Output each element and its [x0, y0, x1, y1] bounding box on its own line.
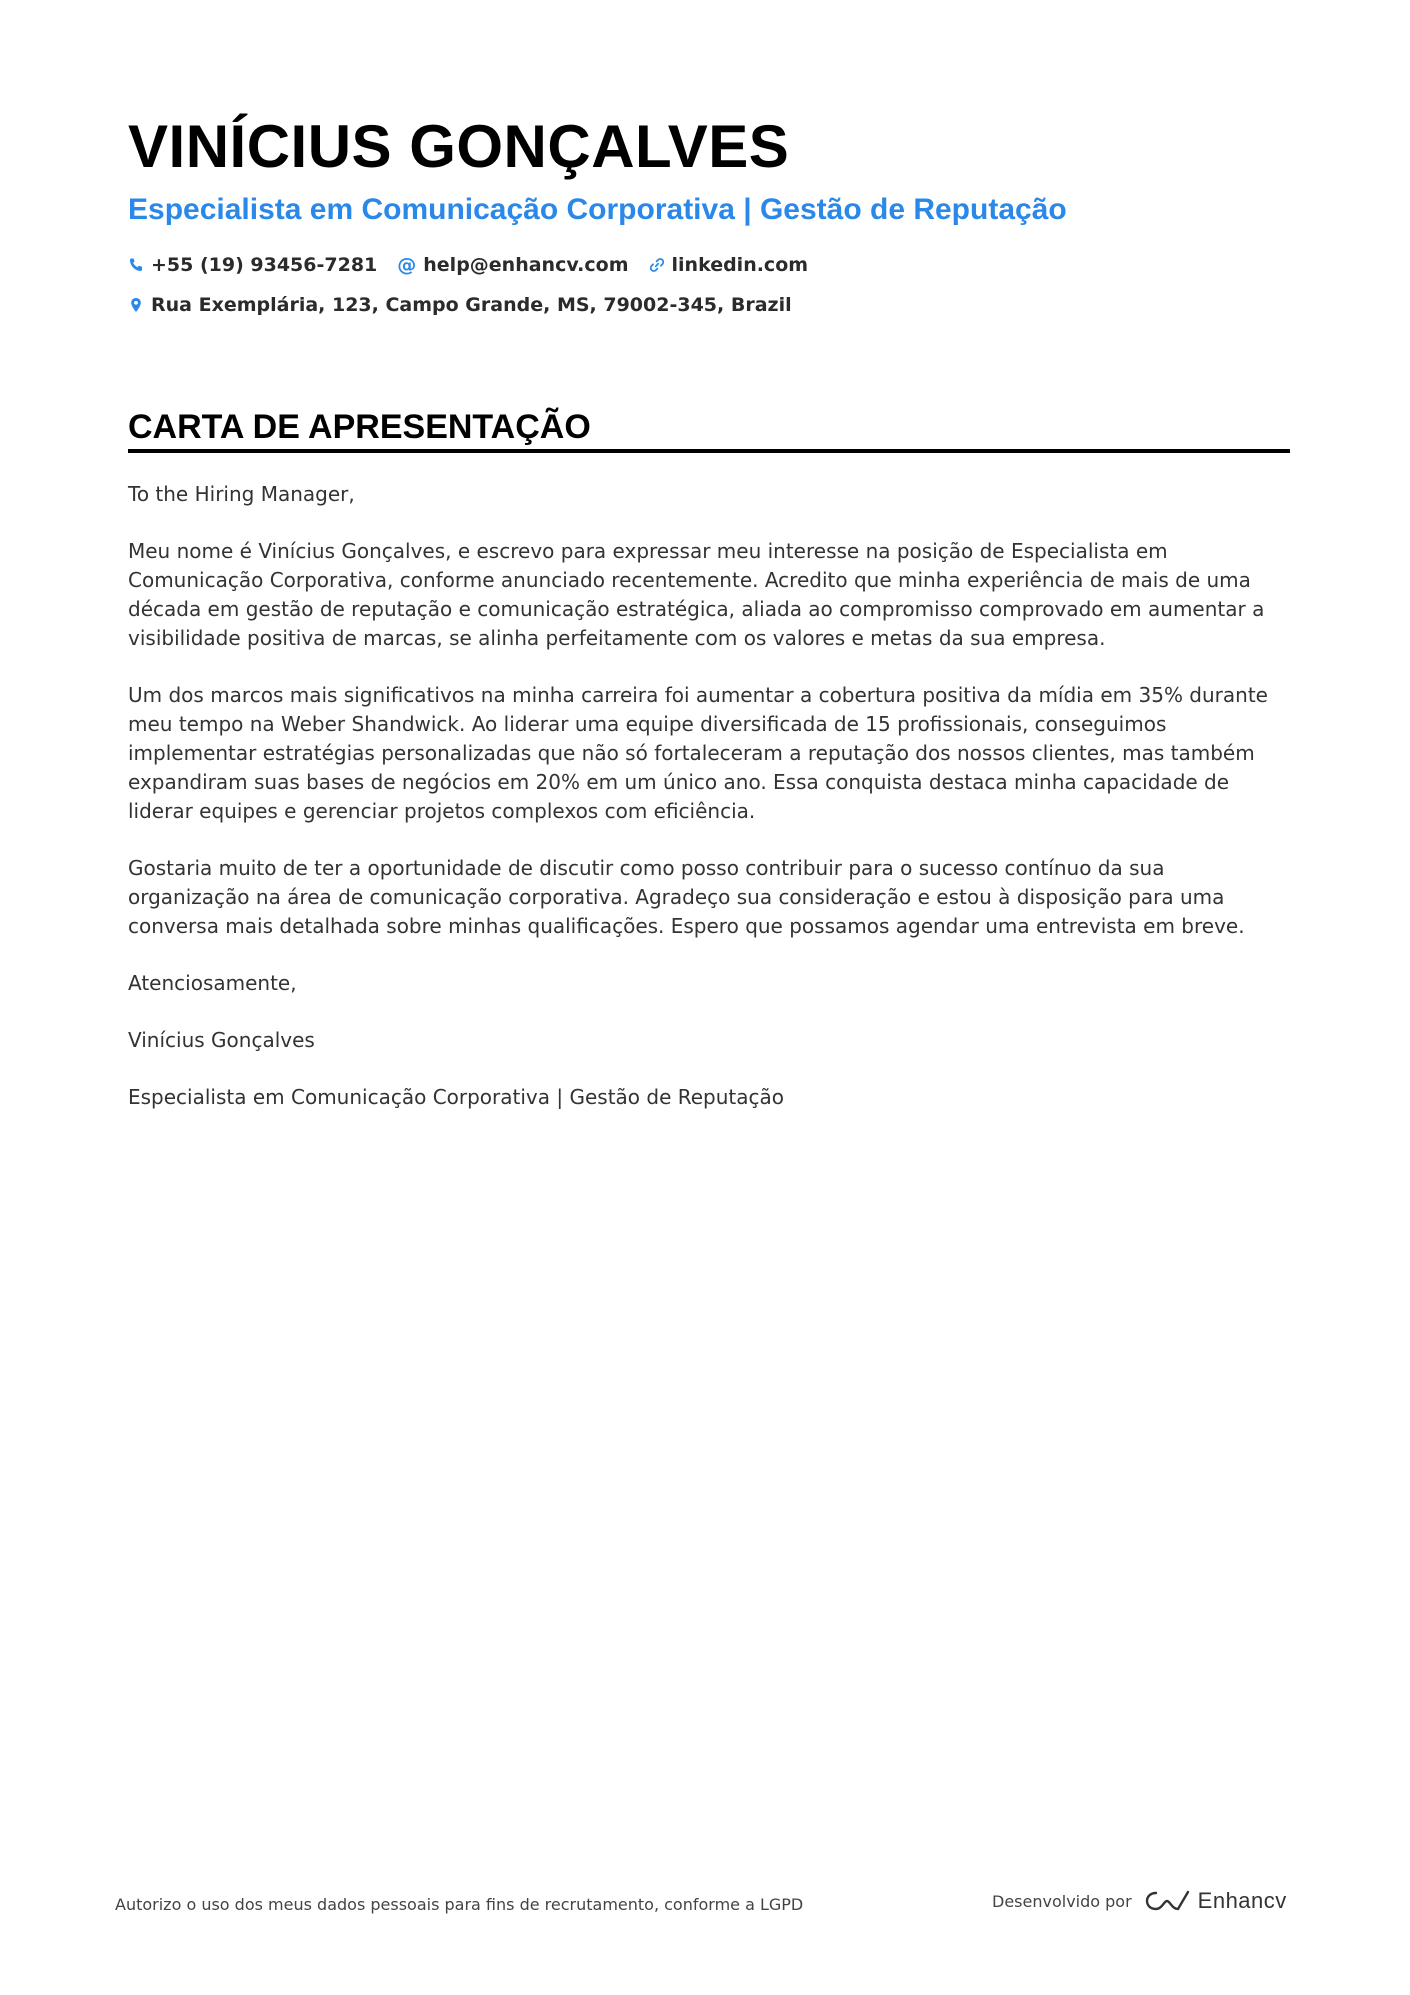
consent-note: Autorizo o uso dos meus dados pessoais para fins de recrutamento, conforme a LGPD: [115, 1895, 804, 1914]
letter-body: [128, 480, 1290, 1140]
letter-paragraph: Gostaria muito de ter a oportunidade de discutir como posso contribuir para o sucesso contínuo da sua organização na área de comunicação corporativa. Agradeço sua consideração e estou à disposição para uma conversa mais detalhada sobre minhas qualificações. Espero que possamos agendar uma entrevista em breve.: [128, 856, 1245, 938]
letter-paragraph: Meu nome é Vinícius Gonçalves, e escrevo para expressar meu interesse na posição de Especialista em Comunicação Corporativa, conforme anunciado recentemente. Acredito que minha experiência de mais de uma década em gestão de reputação e comunicação estratégica, aliada ao compromisso comprovado em aumentar a visibilidade positiva de marcas, se alinha perfeitamente com os valores e metas da sua empresa.: [128, 539, 1265, 650]
address-text: Rua Exemplária, 123, Campo Grande, MS, 79002-345, Brazil: [151, 294, 792, 316]
phone-icon: [128, 257, 144, 273]
linkedin-link[interactable]: linkedin.com: [671, 254, 809, 276]
powered-by: [992, 1888, 1287, 1914]
contact-email: [397, 254, 628, 276]
at-icon: @: [397, 254, 417, 276]
location-pin-icon: [128, 297, 144, 313]
applicant-title: Especialista em Comunicação Corporativa | Gestão de Reputação: [128, 193, 1067, 226]
section-title: CARTA DE APRESENTAÇÃO: [128, 408, 591, 446]
contact-address: [128, 294, 792, 316]
letter-closing: Atenciosamente,: [128, 971, 297, 995]
section-divider: [128, 449, 1290, 453]
enhancv-logo-icon: [1144, 1888, 1190, 1914]
brand-name[interactable]: Enhancv: [1197, 1888, 1287, 1913]
link-icon: [649, 257, 665, 273]
applicant-name: VINÍCIUS GONÇALVES: [128, 113, 790, 180]
contact-linkedin: [649, 254, 809, 276]
contact-row-primary: [128, 254, 828, 276]
contact-phone: [128, 254, 377, 276]
signature-name: Vinícius Gonçalves: [128, 1028, 315, 1052]
signature-title: Especialista em Comunicação Corporativa | Gestão de Reputação: [128, 1085, 784, 1109]
email-address[interactable]: help@enhancv.com: [423, 254, 629, 276]
powered-by-label: Desenvolvido por: [992, 1891, 1132, 1911]
phone-number: +55 (19) 93456-7281: [151, 254, 378, 276]
letter-paragraph: Um dos marcos mais significativos na minha carreira foi aumentar a cobertura positiva da mídia em 35% durante meu tempo na Weber Shandwick. Ao liderar uma equipe diversificada de 15 profissionais, conseguimos implementar estratégias personalizadas que não só fortaleceram a reputação dos nossos clientes, mas também expandiram suas bases de negócios em 20% em um único ano. Essa conquista destaca minha capacidade de liderar equipes e gerenciar projetos complexos com eficiência.: [128, 683, 1268, 823]
letter-greeting: To the Hiring Manager,: [128, 482, 355, 506]
contact-row-address: [128, 294, 812, 316]
